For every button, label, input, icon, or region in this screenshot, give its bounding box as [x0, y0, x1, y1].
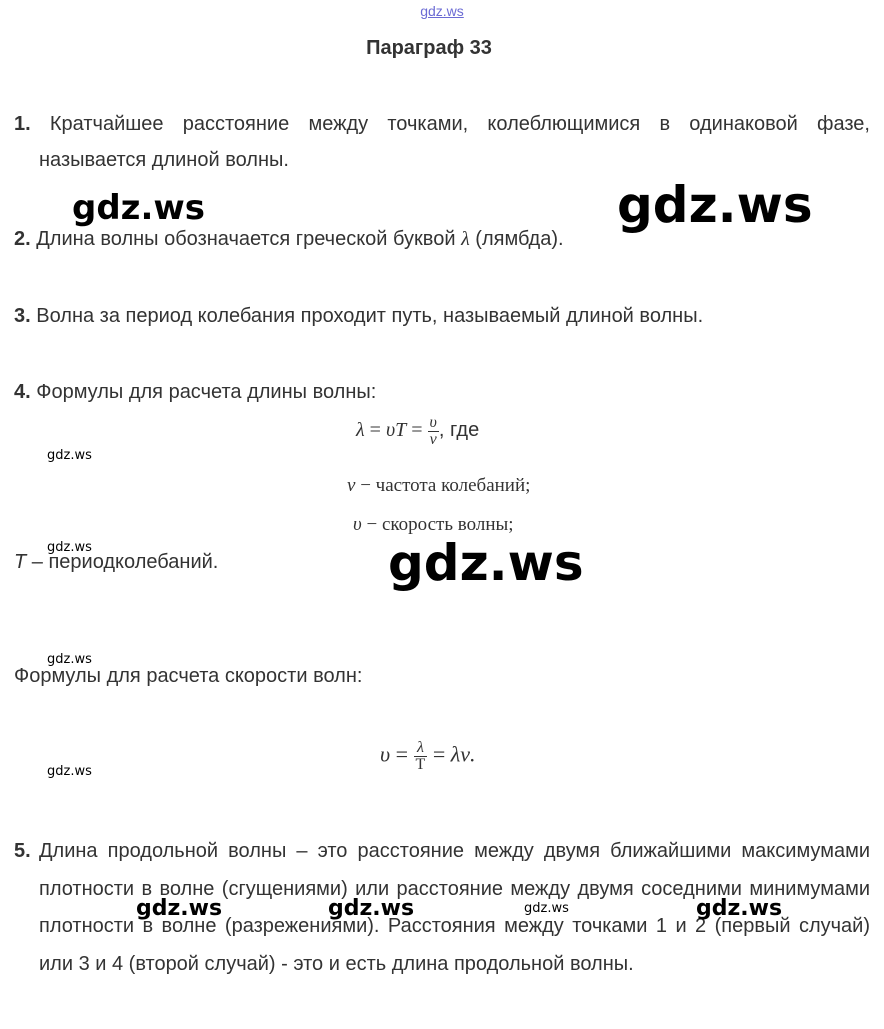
formula-fraction [414, 740, 428, 773]
watermark: gdz.ws [47, 652, 92, 667]
definition-frequency [347, 475, 530, 497]
answer-text: Волна за период колебания проходит путь, называемый длиной волны. [36, 305, 704, 327]
def-symbol: υ [353, 514, 362, 535]
def-symbol: ν [347, 475, 356, 496]
formula-speed [380, 740, 476, 773]
formula-fraction [428, 415, 439, 448]
watermark: gdz.ws [328, 896, 415, 921]
watermark: gdz.ws [696, 896, 783, 921]
def-text: − частота колебаний; [355, 475, 531, 496]
page-title: Параграф 33 [366, 37, 492, 59]
answer-number: 4. [14, 381, 31, 403]
def-text: − скорость волны; [361, 514, 514, 535]
watermark: gdz.ws [136, 896, 223, 921]
watermark: gdz.ws [47, 540, 92, 555]
answer-number: 2. [14, 228, 31, 250]
fraction-denominator: ν [429, 431, 437, 448]
formula-lambda: λ [356, 419, 365, 442]
answer-number: 1. [14, 113, 31, 135]
formula-equals: = [406, 419, 428, 442]
answer-text: Длина волны обозначается греческой буквой [36, 228, 462, 250]
answer-4 [14, 374, 376, 410]
watermark: gdz.ws [72, 188, 206, 228]
answer-text-cont: называется длиной волны. [39, 149, 289, 171]
speed-formulas-heading: Формулы для расчета скорости волн: [14, 665, 363, 687]
watermark: gdz.ws [388, 534, 584, 592]
site-link[interactable]: gdz.ws [420, 3, 464, 19]
fraction-numerator: υ [429, 414, 437, 431]
answer-1 [14, 106, 870, 178]
answer-text-end: (лямбда). [469, 228, 564, 250]
formula-suffix: , где [438, 419, 480, 442]
formula-equals: = [390, 741, 414, 767]
lambda-symbol: λ [461, 228, 470, 250]
formula-rhs: λν. [450, 741, 476, 767]
formula-vT: υT [385, 419, 407, 442]
answer-text: Формулы для расчета длины волны: [36, 381, 377, 403]
def-text: – периодколебаний. [26, 551, 219, 573]
formula-v: υ [380, 741, 391, 767]
watermark: gdz.ws [47, 448, 92, 463]
watermark: gdz.ws [617, 176, 813, 234]
formula-equals: = [364, 419, 386, 442]
answer-number: 3. [14, 305, 31, 327]
definition-speed [353, 514, 514, 536]
fraction-denominator: T [415, 756, 426, 773]
answer-text: Кратчайшее расстояние между точками, колеблющимися в одинаковой фазе, [49, 113, 870, 135]
formula-equals: = [427, 741, 451, 767]
answer-text: Длина продольной волны – это расстояние между двумя ближайшими максимумами плотности в волне (сгущениями) или расстояние между двумя соседними минимумами плотности в волне (разрежениями). Расстояния между точками 1 и 2 (первый случай) или 3 и 4 (второй случай) - это и есть длина продольной волны. [39, 840, 870, 975]
answer-number: 5. [14, 840, 31, 862]
formula-wavelength [356, 415, 479, 448]
def-symbol: T [14, 551, 27, 573]
definition-period [14, 544, 218, 580]
watermark: gdz.ws [524, 901, 569, 916]
answer-3 [14, 298, 703, 334]
watermark: gdz.ws [47, 764, 92, 779]
fraction-numerator: λ [414, 740, 428, 757]
